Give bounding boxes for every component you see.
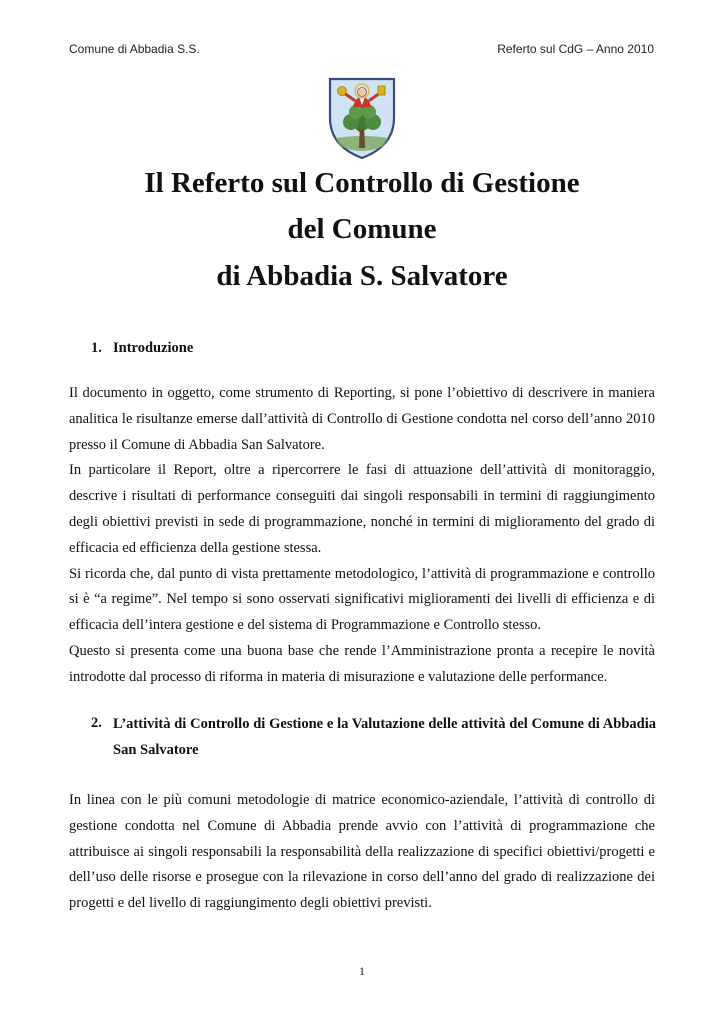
document-title-line-3: di Abbadia S. Salvatore xyxy=(216,260,508,292)
paragraph: Il documento in oggetto, come strumento di Reporting, si pone l’obiettivo di descrivere in maniera analitica le risultanze emerse dall’attività di Controllo di Gestione condotta nel corso dell’anno 2010 presso il Comune di Abbadia San Salvatore. xyxy=(69,385,655,453)
section-2-body xyxy=(69,788,655,917)
page-header xyxy=(69,42,654,60)
page-number: 1 xyxy=(359,964,365,978)
paragraph: Questo si presenta come una buona base che rende l’Amministrazione pronta a recepire le novità introdotte dal processo di riforma in materia di misurazione e valutazione delle performance. xyxy=(69,642,655,685)
section-2-title: L’attività di Controllo di Gestione e la Valutazione delle attività del Comune di Abbadia San Salvatore xyxy=(113,716,656,758)
section-1-heading xyxy=(91,336,651,360)
section-1-body xyxy=(69,381,655,691)
section-2-heading xyxy=(91,711,656,765)
document-title-line-2: del Comune xyxy=(287,213,437,245)
paragraph: In linea con le più comuni metodologie di matrice economico-aziendale, l’attività di controllo di gestione condotta nel Comune di Abbadia prende avvio con l’attività di programmazione che attribuisce ai singoli responsabili la responsabilità della realizzazione di specifici obiettivi/progetti e dell’uso delle risorse e prosegue con la rilevazione in corso dell’anno del grado di realizzazione dei progetti e del livello di raggiungimento degli obiettivi previsti. xyxy=(69,792,655,912)
section-1-title: Introduzione xyxy=(113,340,194,356)
document-title-line-1: Il Referto sul Controllo di Gestione xyxy=(144,167,580,199)
header-report-title: Referto sul CdG – Anno 2010 xyxy=(497,42,654,56)
crest-emblem xyxy=(326,76,398,160)
crest-logo xyxy=(326,76,398,160)
paragraph: Si ricorda che, dal punto di vista prettamente metodologico, l’attività di programmazione e controllo si è “a regime”. Nel tempo si sono osservati significativi miglioramenti dei livelli di efficienza e di efficacia dell’intera gestione e del sistema di Programmazione e Controllo stesso. xyxy=(69,565,655,634)
header-municipality: Comune di Abbadia S.S. xyxy=(69,42,200,56)
section-2-number: 2. xyxy=(91,715,102,731)
paragraph: In particolare il Report, oltre a ripercorrere le fasi di attuazione dell’attività di monitoraggio, descrive i risultati di performance conseguiti dai singoli responsabili in termini di raggiungimento degli obiettivi previsti in sede di programmazione, nonché in termini di miglioramento del grado di efficacia ed efficienza della gestione stessa. xyxy=(69,462,655,556)
section-1-number: 1. xyxy=(91,340,102,356)
